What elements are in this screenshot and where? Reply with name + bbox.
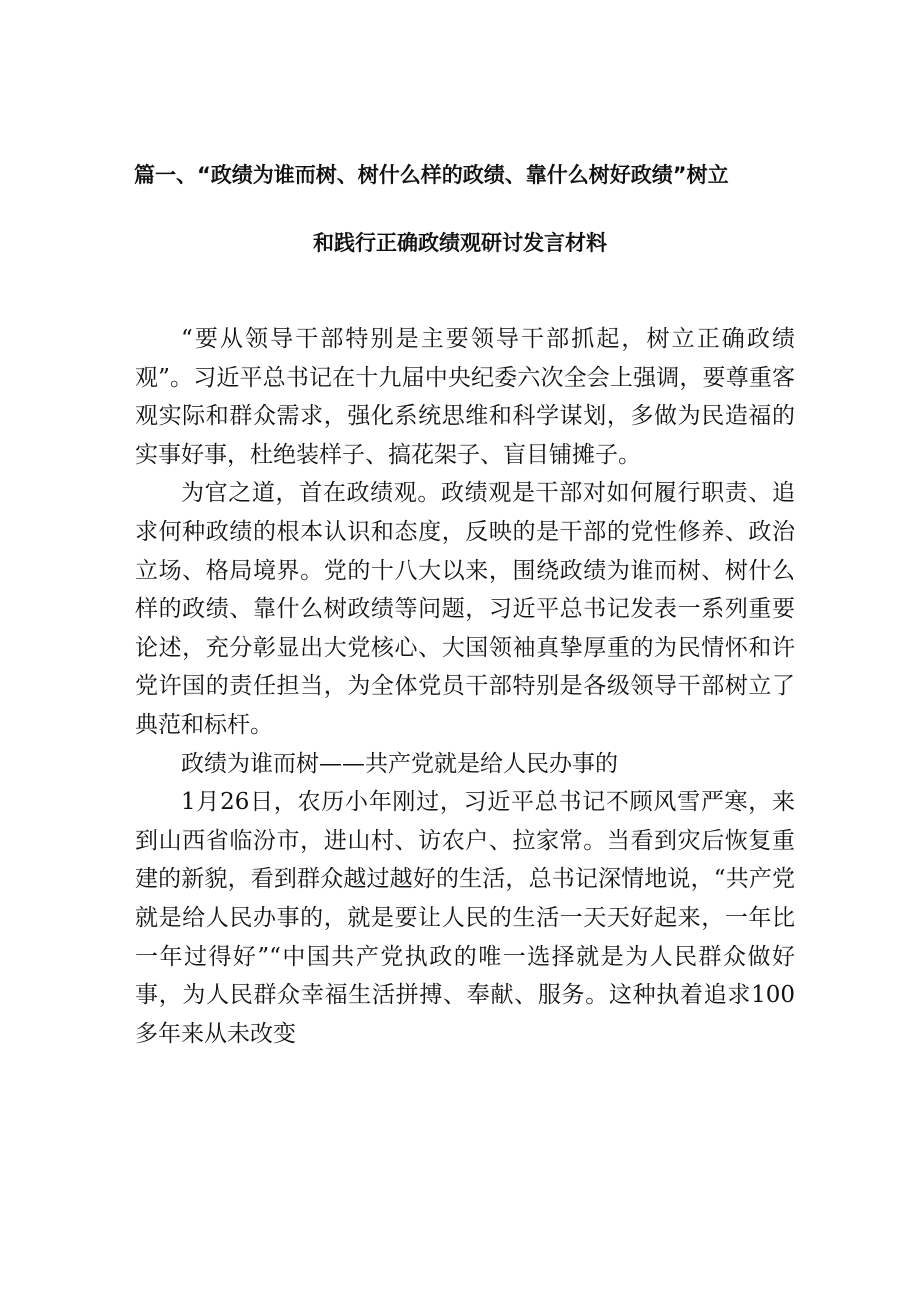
document-body xyxy=(135,320,795,1053)
section-heading-for-whom: 政绩为谁而树——共产党就是给人民办事的 xyxy=(181,750,618,777)
document-title-line-1: 篇一、“政绩为谁而树、树什么样的政绩、靠什么树好政绩”树立 xyxy=(134,163,729,187)
paragraph-linfen-visit: 1月26日，农历小年刚过，习近平总书记不顾风雪严寒，来到山西省临汾市，进山村、访农户、拉家常。当看到灾后恢复重建的新貌，看到群众越过越好的生活，总书记深情地说，“共产党就是给人民办事的，就是要让人民的生活一天天好起来，一年比一年过得好”“中国共产党执政的唯一选择就是为人民群众做好事，为人民群众幸福生活拼搏、奉献、服务。这种执着追求100多年来从未改变 xyxy=(135,789,795,1047)
paragraph-quote-intro: “要从领导干部特别是主要领导干部抓起，树立正确政绩观”。习近平总书记在十九届中央纪委六次全会上强调，要尊重客观实际和群众需求，强化系统思维和科学谋划，多做为民造福的实事好事，杜绝装样子、搞花架子、盲目铺摊子。 xyxy=(135,326,795,468)
paragraph-way-of-officials: 为官之道，首在政绩观。政绩观是干部对如何履行职责、追求何种政绩的根本认识和态度，反映的是干部的党性修养、政治立场、格局境界。党的十八大以来，围绕政绩为谁而树、树什么样的政绩、靠什么树政绩等问题，习近平总书记发表一系列重要论述，充分彰显出大党核心、大国领袖真挚厚重的为民情怀和许党许国的责任担当，为全体党员干部特别是各级领导干部树立了典范和标杆。 xyxy=(135,480,795,738)
document-title-line-2: 和践行正确政绩观研讨发言材料 xyxy=(313,231,607,255)
